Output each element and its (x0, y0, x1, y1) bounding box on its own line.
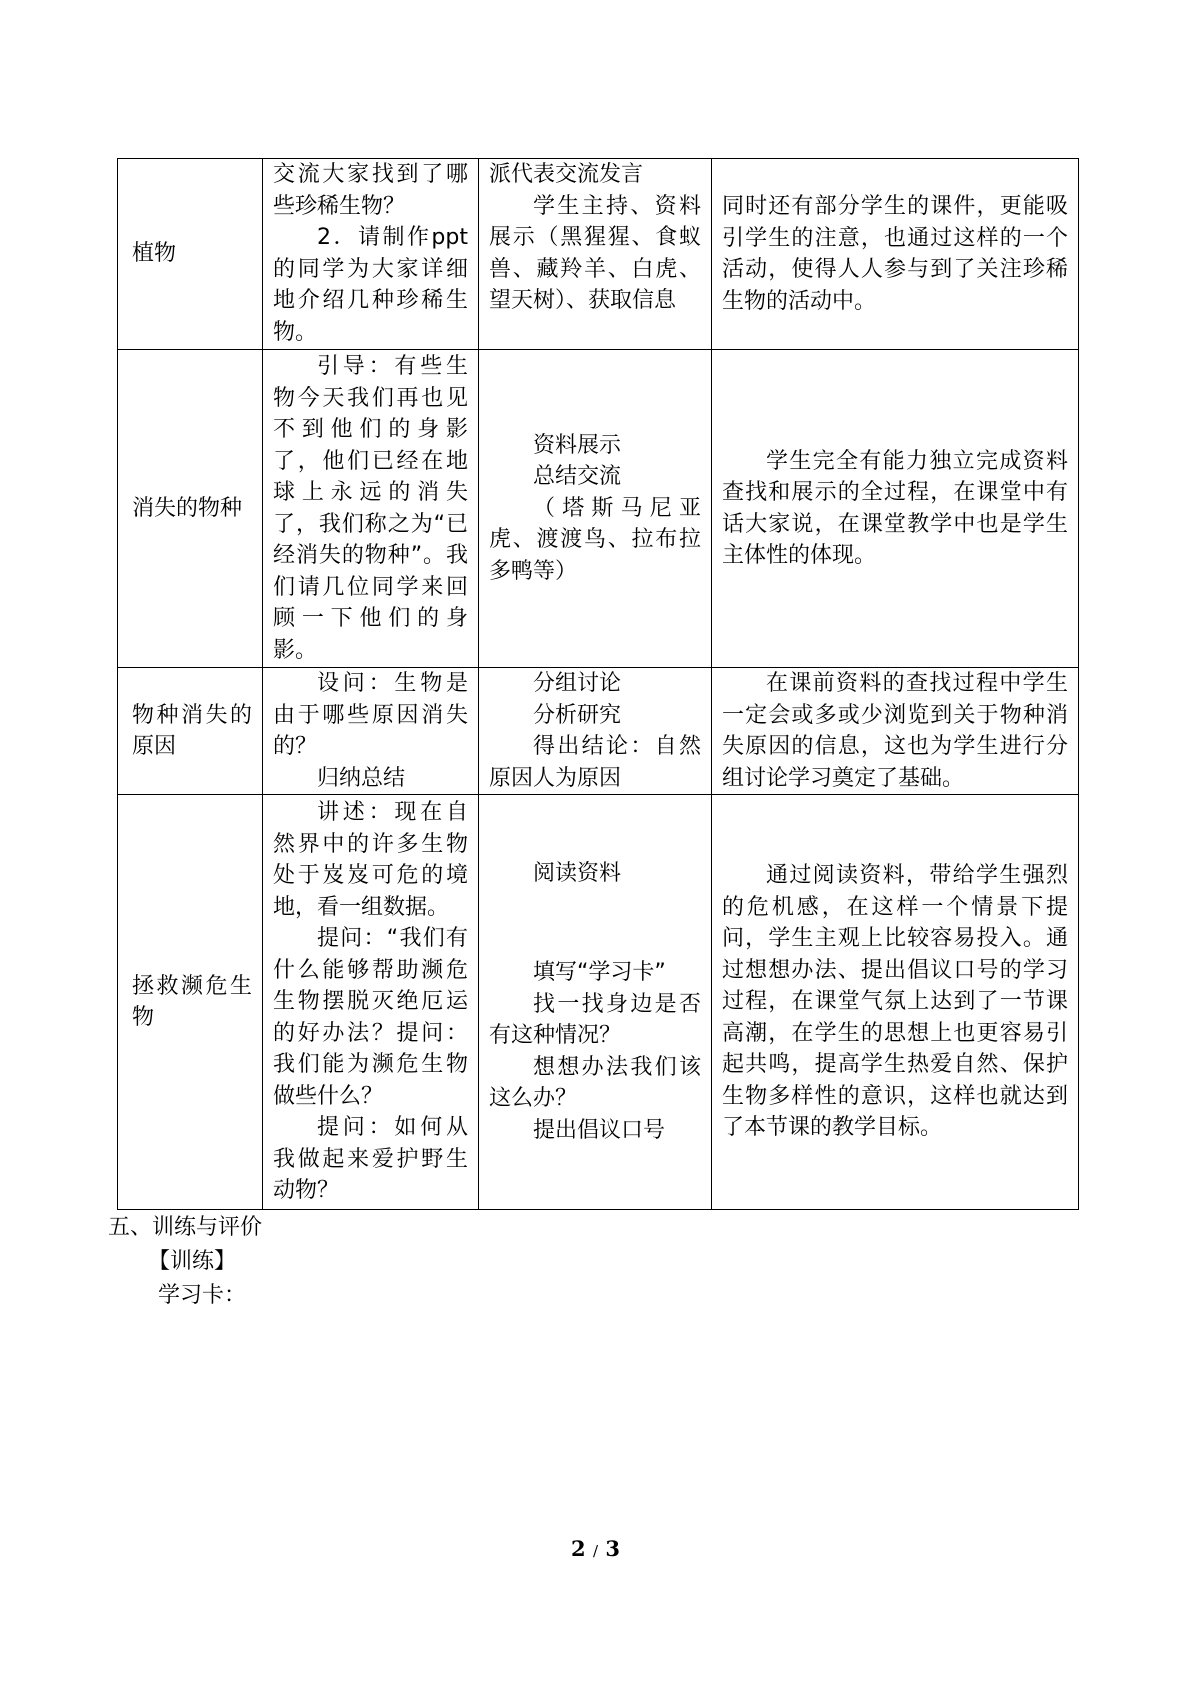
topic-cell: 物种消失的原因 (118, 668, 263, 795)
topic-cell: 拯救濒危生物 (118, 795, 263, 1210)
cell-paragraph: 派代表交流发言 (489, 162, 644, 187)
total-pages: 3 (605, 1536, 620, 1561)
table-row (118, 159, 1079, 350)
cell-paragraph: 分析研究 (533, 702, 622, 728)
cell-paragraph: 在课前资料的查找过程中学生一定会或多或少浏览到关于物种消失原因的信息，这也为学生进行分组讨论学习奠定了基础。 (722, 671, 1068, 791)
table-row (118, 795, 1079, 1210)
cell-paragraph: 填写“学习卡” (533, 960, 666, 986)
teacher-cell (263, 795, 479, 1210)
lesson-table (117, 158, 1079, 1210)
training-label: 【训练】 (148, 1249, 237, 1274)
cell-paragraph: 提问：“我们有什么能够帮助濒危生物摆脱灭绝厄运的好办法？提问：我们能为濒危生物做些什么？ (273, 926, 468, 1109)
teacher-cell (263, 668, 479, 795)
table-row (118, 350, 1079, 668)
cell-paragraph: 阅读资料 (533, 860, 622, 886)
cell-paragraph: 归纳总结 (317, 765, 406, 791)
cell-paragraph: 学生主持、资料展示（黑猩猩、食蚁兽、藏羚羊、白虎、望天树）、获取信息 (489, 193, 701, 313)
intent-cell (712, 668, 1079, 795)
cell-paragraph: 同时还有部分学生的课件，更能吸引学生的注意，也通过这样的一个活动，使得人人参与到了关注珍稀生物的活动中。 (722, 194, 1068, 314)
cell-paragraph: 得出结论：自然原因人为原因 (489, 734, 701, 791)
teacher-cell (263, 159, 479, 350)
cell-paragraph: 引导：有些生物今天我们再也见不到他们的身影了，他们已经在地球上永远的消失了，我们称之为“已经消失的物种”。我们请几位同学来回顾一下他们的身影。 (273, 354, 468, 663)
cell-paragraph: 设问：生物是由于哪些原因消失的？ (273, 671, 468, 759)
cell-paragraph: 交流大家找到了哪些珍稀生物？ (273, 162, 468, 219)
page-separator: / (592, 1542, 599, 1560)
topic-cell: 植物 (118, 159, 263, 350)
cell-paragraph: （塔斯马尼亚虎、渡渡鸟、拉布拉多鸭等） (489, 495, 701, 584)
cell-paragraph: 资料展示 (533, 432, 622, 458)
student-cell (479, 668, 712, 795)
student-cell (479, 159, 712, 350)
current-page: 2 (571, 1536, 586, 1561)
cell-paragraph: 总结交流 (533, 464, 622, 490)
cell-paragraph: 通过阅读资料，带给学生强烈的危机感，在这样一个情景下提问，学生主观上比较容易投入。通过想想办法、提出倡议口号的学习过程，在课堂气氛上达到了一节课高潮，在学生的思想上也更容易引起共鸣，提高学生热爱自然、保护生物多样性的意识，这样也就达到了本节课的教学目标。 (722, 863, 1068, 1141)
page-number (0, 1536, 1191, 1561)
topic-cell: 消失的物种 (118, 350, 263, 668)
cell-paragraph: 想想办法我们该这么办？ (489, 1054, 701, 1112)
cell-paragraph: 2．请制作ppt的同学为大家详细地介绍几种珍稀生物。 (273, 225, 468, 345)
cell-paragraph: 学生完全有能力独立完成资料查找和展示的全过程，在课堂中有话大家说，在课堂教学中也是学生主体性的体现。 (722, 448, 1068, 568)
intent-cell (712, 350, 1079, 668)
intent-cell (712, 795, 1079, 1210)
cell-paragraph: 提出倡议口号 (533, 1117, 666, 1143)
cell-paragraph: 分组讨论 (533, 671, 622, 696)
student-cell (479, 350, 712, 668)
intent-cell (712, 159, 1079, 350)
cell-paragraph: 讲述：现在自然界中的许多生物处于岌岌可危的境地，看一组数据。 (273, 800, 468, 920)
study-card-label: 学习卡： (158, 1283, 247, 1308)
table-row (118, 668, 1079, 795)
cell-paragraph: 找一找身边是否有这种情况？ (489, 991, 701, 1049)
teacher-cell (263, 350, 479, 668)
cell-paragraph: 提问：如何从我做起来爱护野生动物？ (273, 1115, 468, 1204)
section-heading: 五、训练与评价 (108, 1215, 263, 1240)
student-cell (479, 795, 712, 1210)
